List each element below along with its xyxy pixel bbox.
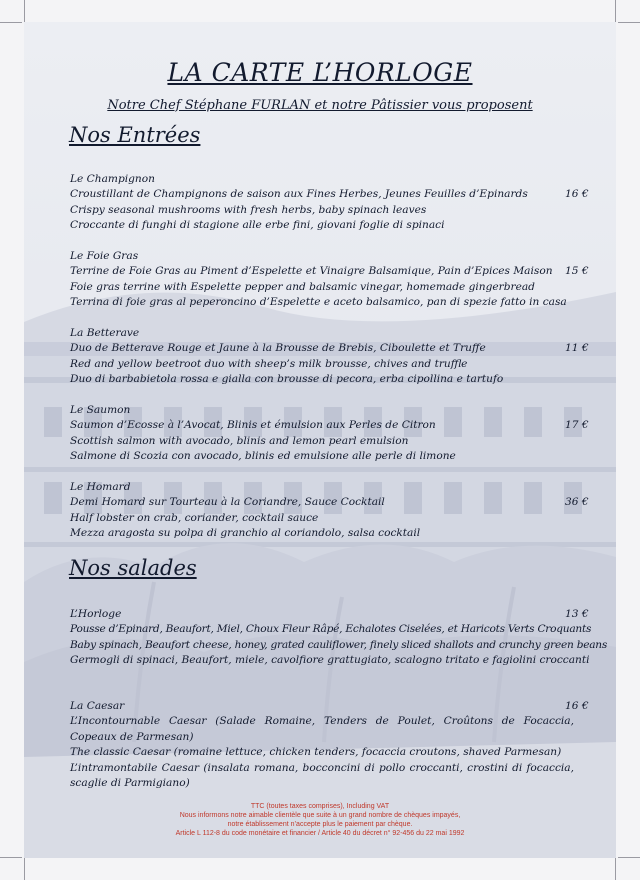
dish-name: Le Homard <box>70 481 131 493</box>
dish-price: 15 € <box>565 265 589 278</box>
crop-mark <box>615 858 616 880</box>
dish-description-fr: Saumon d’Ecosse à l’Avocat, Blinis et émulsion aux Perles de Citron <box>70 419 436 432</box>
dish-price: 17 € <box>565 419 589 432</box>
dish-description-fr: Demi Homard sur Tourteau à la Coriandre, Sauce Cocktail <box>70 496 385 509</box>
section-heading-salades: Nos salades <box>69 556 197 580</box>
dish-price: 13 € <box>565 608 589 620</box>
dish-description-fr: L’Incontournable Caesar (Salade Romaine, Tenders de Poulet, Croûtons de Focaccia, Copeaux de Parmesan) <box>70 715 574 743</box>
crop-mark <box>0 22 22 23</box>
dish-price: 11 € <box>565 342 589 355</box>
dish-caesar <box>70 699 590 791</box>
dish-description-it: Terrina di foie gras al peperoncino d’Espelette e aceto balsamico, pan di spezie fatto in casa <box>70 296 567 309</box>
dish-homard <box>70 480 590 542</box>
dish-description-en: Crispy seasonal mushrooms with fresh herbs, baby spinach leaves <box>70 203 427 216</box>
dish-name: La Betterave <box>70 327 140 339</box>
dish-description-en: Red and yellow beetroot duo with sheep’s milk brousse, chives and truffle <box>70 357 468 370</box>
dish-description-it: Croccante di funghi di stagione alle erbe fini, giovani foglie di spinaci <box>70 219 445 232</box>
dish-price: 36 € <box>565 496 589 509</box>
footer-vat-note: TTC (toutes taxes comprises), Including VAT <box>250 803 390 810</box>
dish-price: 16 € <box>565 188 589 201</box>
dish-betterave <box>70 326 590 388</box>
dish-description-en: The classic Caesar (romaine lettuce, chicken tenders, focaccia croutons, shaved Parmesan) <box>70 746 562 759</box>
dish-description-it: Salmone di Scozia con avocado, blinis ed emulsione alle perle di limone <box>70 450 456 463</box>
dish-description-en: Baby spinach, Beaufort cheese, honey, grated cauliflower, finely sliced shallots and crunchy green beans <box>70 638 608 651</box>
legal-footer <box>24 802 616 838</box>
dish-description-it: L’intramontabile Caesar (insalata romana, bocconcini di pollo croccanti, crostini di focaccia, scaglie di Parmigiano) <box>70 761 574 790</box>
crop-mark <box>0 857 22 858</box>
dish-description-it: Mezza aragosta su polpa di granchio al coriandolo, salsa cocktail <box>70 527 421 540</box>
dish-name: Le Foie Gras <box>70 250 139 262</box>
menu-sheet <box>24 22 616 858</box>
dish-saumon <box>70 403 590 465</box>
dish-champignon <box>70 172 590 234</box>
menu-title: LA CARTE L’HORLOGE <box>167 58 473 87</box>
dish-foie-gras <box>70 249 590 311</box>
crop-mark <box>24 0 25 22</box>
dish-description-fr: Duo de Betterave Rouge et Jaune à la Brousse de Brebis, Ciboulette et Truffe <box>70 342 486 355</box>
dish-name: Le Saumon <box>70 404 131 416</box>
menu-subtitle: Notre Chef Stéphane FURLAN et notre Pâtissier vous proposent <box>107 98 533 113</box>
dish-name: La Caesar <box>70 700 125 712</box>
dish-description-it: Germogli di spinaci, Beaufort, miele, cavolfiore grattugiato, scalogno tritato e fagiolini croccanti <box>70 654 590 667</box>
dish-description-it: Duo di barbabietola rossa e gialla con brousse di pecora, erba cipollina e tartufo <box>70 373 504 386</box>
crop-mark <box>618 857 640 858</box>
crop-mark <box>615 0 616 22</box>
footer-cheque-notice-2: notre établissement n’accepte plus le paiement par chèque. <box>227 821 413 828</box>
dish-name: Le Champignon <box>70 173 155 185</box>
dish-price: 16 € <box>565 700 589 712</box>
dish-name: L’Horloge <box>70 608 122 620</box>
dish-description-fr: Croustillant de Champignons de saison aux Fines Herbes, Jeunes Feuilles d’Epinards <box>70 188 528 201</box>
footer-cheque-notice: Nous informons notre aimable clientèle que suite à un grand nombre de chèques impayés, <box>179 812 461 819</box>
crop-mark <box>24 858 25 880</box>
dish-description-fr: Pousse d’Epinard, Beaufort, Miel, Choux Fleur Râpé, Echalotes Ciselées, et Haricots Verts Croquants <box>70 623 592 636</box>
dish-description-fr: Terrine de Foie Gras au Piment d’Espelette et Vinaigre Balsamique, Pain d’Epices Maison <box>70 265 553 278</box>
footer-legal-reference: Article L 112-8 du code monétaire et financier / Article 40 du décret n° 92-456 du 22 mai 1992 <box>175 830 465 837</box>
dish-description-en: Foie gras terrine with Espelette pepper and balsamic vinegar, homemade gingerbread <box>70 280 535 293</box>
dish-description-en: Scottish salmon with avocado, blinis and lemon pearl emulsion <box>70 434 409 447</box>
dish-horloge <box>70 607 608 669</box>
section-heading-entrees: Nos Entrées <box>69 123 201 147</box>
dish-description-en: Half lobster on crab, coriander, cocktail sauce <box>70 511 319 524</box>
crop-mark <box>618 22 640 23</box>
